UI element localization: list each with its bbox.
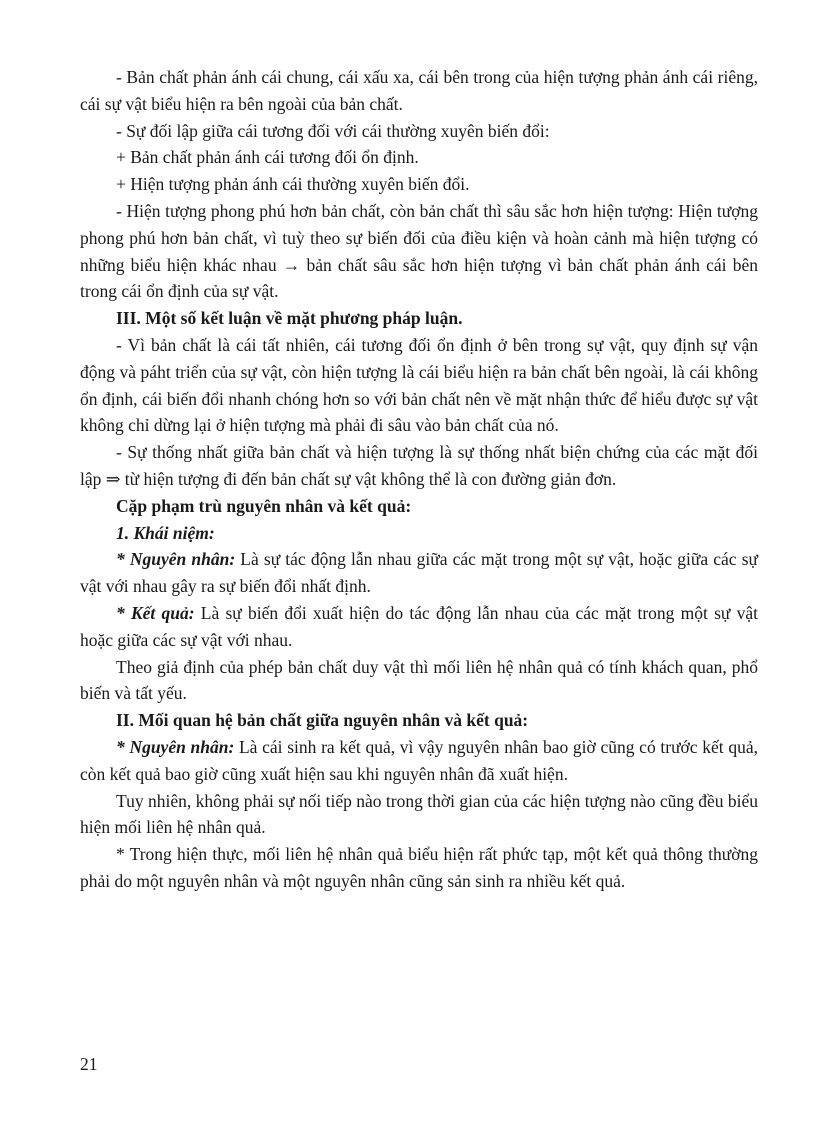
paragraph: + Hiện tượng phản ánh cái thường xuyên biến đổi.	[116, 174, 470, 195]
paragraph: - Bản chất phản ánh cái chung, cái xấu xa, cái bên trong của hiện tượng phản ánh cái riêng, cái sự vật biểu hiện ra bên ngoài của bản chất.	[80, 67, 758, 114]
page-number: 21	[80, 1054, 98, 1074]
page-body	[80, 64, 758, 895]
section-heading: II. Mối quan hệ bản chất giữa nguyên nhân và kết quả:	[116, 710, 529, 731]
subsection-heading: 1. Khái niệm:	[116, 522, 215, 543]
term-definition: Là sự tác động lẫn nhau giữa các mặt trong một sự vật, hoặc giữa các sự vật với nhau gây ra sự biến đổi nhất định.	[80, 549, 758, 597]
paragraph: - Vì bản chất là cái tất nhiên, cái tương đối ổn định ở bên trong sự vật, quy định sự vận động và páht triển của sự vật, còn hiện tượng là cái biểu hiện ra bản chất bên ngoài, là cái không ổn định, cái biến đổi nhanh chóng hơn so với bản chất nên về mặt nhận thức để hiểu được sự vật không chỉ dừng lại ở hiện tượng mà phải đi sâu vào bản chất của nó.	[80, 334, 758, 436]
section-heading: Cặp phạm trù nguyên nhân và kết quả:	[116, 495, 412, 516]
paragraph: Theo giả định của phép bản chất duy vật thì mối liên hệ nhân quả có tính khách quan, phổ biến và tất yếu.	[80, 656, 758, 704]
paragraph: - Sự đối lập giữa cái tương đối với cái thường xuyên biến đổi:	[116, 120, 550, 141]
term-label: * Kết quả:	[116, 602, 195, 623]
term-definition: Là cái sinh ra kết quả, vì vậy nguyên nhân bao giờ cũng có trước kết quả, còn kết quả bao giờ cũng xuất hiện sau khi nguyên nhân đã xuất hiện.	[80, 736, 758, 784]
paragraph: * Trong hiện thực, mối liên hệ nhân quả biểu hiện rất phức tạp, một kết quả thông thường phải do một nguyên nhân và một nguyên nhân cũng sản sinh ra nhiều kết quả.	[80, 844, 758, 891]
paragraph: Tuy nhiên, không phải sự nối tiếp nào trong thời gian của các hiện tượng nào cũng đều biểu hiện mối liên hệ nhân quả.	[80, 790, 758, 838]
paragraph: - Sự thống nhất giữa bản chất và hiện tượng là sự thống nhất biện chứng của các mặt đối lập ⇒ từ hiện tượng đi đến bản chất sự vật không thể là con đường giản đơn.	[80, 442, 758, 489]
paragraph	[80, 600, 758, 654]
paragraph: + Bản chất phản ánh cái tương đối ổn định.	[116, 147, 419, 168]
term-label: * Nguyên nhân:	[116, 549, 236, 570]
term-label: * Nguyên nhân:	[116, 736, 235, 757]
paragraph: - Hiện tượng phong phú hơn bản chất, còn bản chất thì sâu sắc hơn hiện tượng: Hiện tượng phong phú hơn bản chất, vì tuỳ theo sự biến đối của điều kiện và hoàn cảnh mà hiện tượng có những biểu hiện khác nhau → bản chất sâu sắc hơn hiện tượng vì bản chất phản ánh cái bên trong cái ổn định của sự vật.	[80, 200, 758, 302]
paragraph	[80, 546, 758, 600]
section-heading: III. Một số kết luận về mặt phương pháp luận.	[116, 308, 463, 329]
term-definition: Là sự biến đổi xuất hiện do tác động lẫn nhau của các mặt trong một sự vật hoặc giữa các sự vật với nhau.	[80, 602, 758, 650]
paragraph	[80, 734, 758, 788]
